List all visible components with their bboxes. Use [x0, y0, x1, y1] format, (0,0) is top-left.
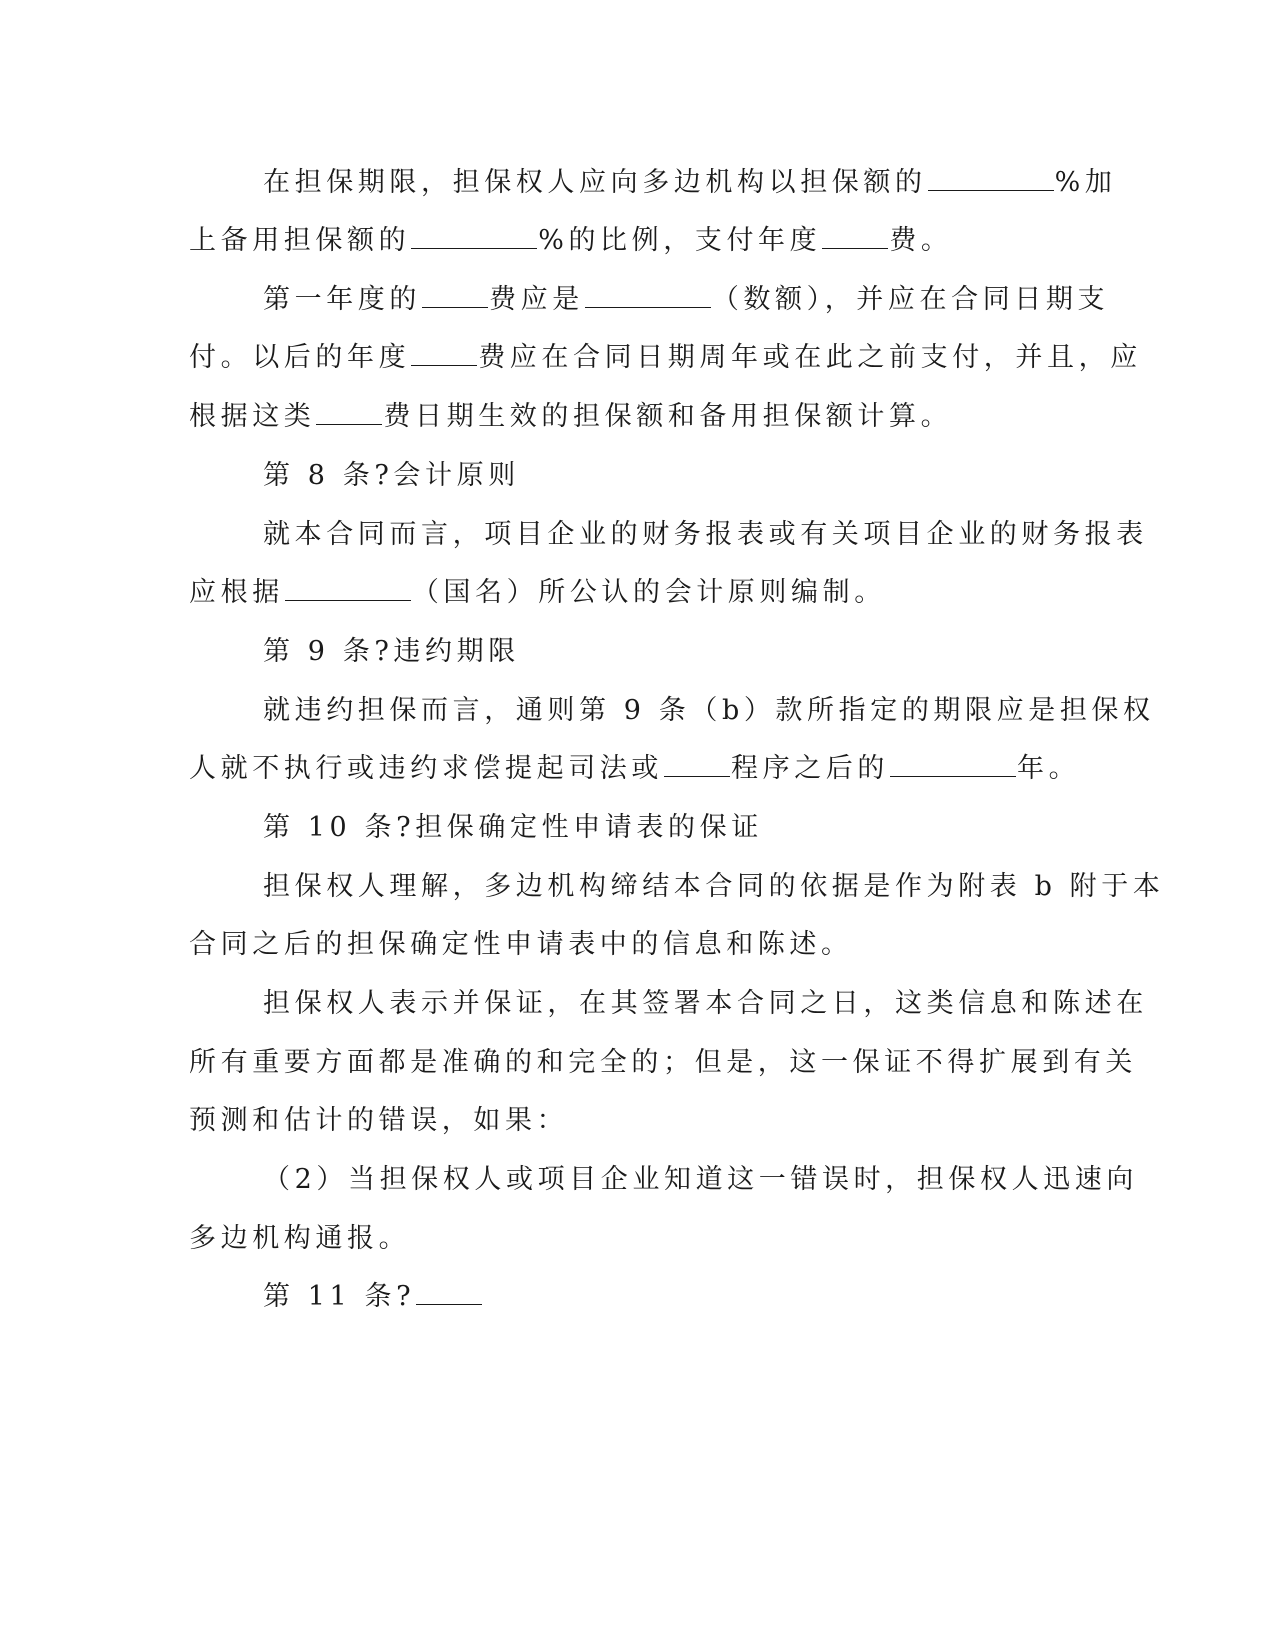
fill-in-blank — [411, 224, 537, 249]
fill-in-blank — [664, 752, 730, 777]
paragraph-line — [189, 1104, 568, 1138]
fill-in-blank — [416, 1280, 482, 1305]
text-segment: 根据这类 — [189, 401, 316, 432]
paragraph-line — [263, 694, 1155, 728]
paragraph-line — [263, 1163, 1138, 1197]
fill-in-blank — [422, 283, 488, 308]
fill-in-blank — [890, 752, 1016, 777]
paragraph-line — [263, 166, 1116, 200]
text-segment: （数额），并应在合同日期支 — [711, 284, 1110, 315]
fill-in-blank — [822, 224, 888, 249]
text-segment: 担保权人表示并保证，在其签署本合同之日，这类信息和陈述在 — [263, 988, 1148, 1019]
text-segment: 在担保期限，担保权人应向多边机构以担保额的 — [263, 167, 927, 198]
text-segment: 上备用担保额的 — [189, 225, 411, 256]
paragraph-line — [189, 341, 1142, 375]
fill-in-blank — [316, 400, 382, 425]
section-heading — [263, 811, 763, 845]
paragraph-line — [263, 870, 1164, 904]
text-segment: 就违约担保而言，通则第 9 条（b）款所指定的期限应是担保权 — [263, 695, 1155, 726]
text-segment: 所有重要方面都是准确的和完全的；但是，这一保证不得扩展到有关 — [189, 1047, 1137, 1078]
paragraph-line — [189, 752, 1080, 786]
text-segment: 年。 — [1017, 753, 1081, 784]
text-segment: 费。 — [889, 225, 953, 256]
text-segment: %加 — [1054, 167, 1117, 198]
text-segment: 担保权人理解，多边机构缔结本合同的依据是作为附表 b 附于本 — [263, 871, 1165, 902]
paragraph-line — [189, 928, 853, 962]
paragraph-line — [189, 400, 952, 434]
text-segment: 多边机构通报。 — [189, 1223, 411, 1254]
section-heading — [263, 1280, 483, 1314]
heading-text: 第 10 条?担保确定性申请表的保证 — [263, 812, 763, 843]
fill-in-blank — [928, 166, 1054, 191]
section-heading — [263, 459, 520, 493]
fill-in-blank — [285, 576, 411, 601]
text-segment: 程序之后的 — [731, 753, 889, 784]
paragraph-line — [263, 987, 1148, 1021]
heading-text: 第 9 条?违约期限 — [263, 636, 520, 667]
heading-text: 第 8 条?会计原则 — [263, 460, 520, 491]
text-segment: 合同之后的担保确定性申请表中的信息和陈述。 — [189, 929, 853, 960]
paragraph-line — [189, 1222, 410, 1256]
text-segment: 就本合同而言，项目企业的财务报表或有关项目企业的财务报表 — [263, 519, 1148, 550]
text-segment: 人就不执行或违约求偿提起司法或 — [189, 753, 663, 784]
paragraph-line — [189, 576, 886, 610]
text-segment: （国名）所公认的会计原则编制。 — [411, 577, 886, 608]
paragraph-line — [263, 283, 1109, 317]
paragraph-line — [189, 224, 952, 258]
text-segment: 应根据 — [189, 577, 284, 608]
text-segment: 费应在合同日期周年或在此之前支付，并且，应 — [478, 342, 1142, 373]
paragraph-line — [263, 518, 1148, 552]
text-segment: 第一年度的 — [263, 284, 421, 315]
paragraph-line — [189, 1046, 1137, 1080]
fill-in-blank — [585, 283, 711, 308]
text-segment: 预测和估计的错误，如果： — [189, 1105, 569, 1136]
heading-text: 第 11 条? — [263, 1281, 416, 1312]
text-segment: %的比例，支付年度 — [538, 225, 822, 256]
text-segment: 费应是 — [489, 284, 584, 315]
fill-in-blank — [411, 341, 477, 366]
text-segment: （2）当担保权人或项目企业知道这一错误时，担保权人迅速向 — [263, 1164, 1138, 1195]
text-segment: 付。以后的年度 — [189, 342, 411, 373]
section-heading — [263, 635, 520, 669]
text-segment: 费日期生效的担保额和备用担保额计算。 — [383, 401, 953, 432]
